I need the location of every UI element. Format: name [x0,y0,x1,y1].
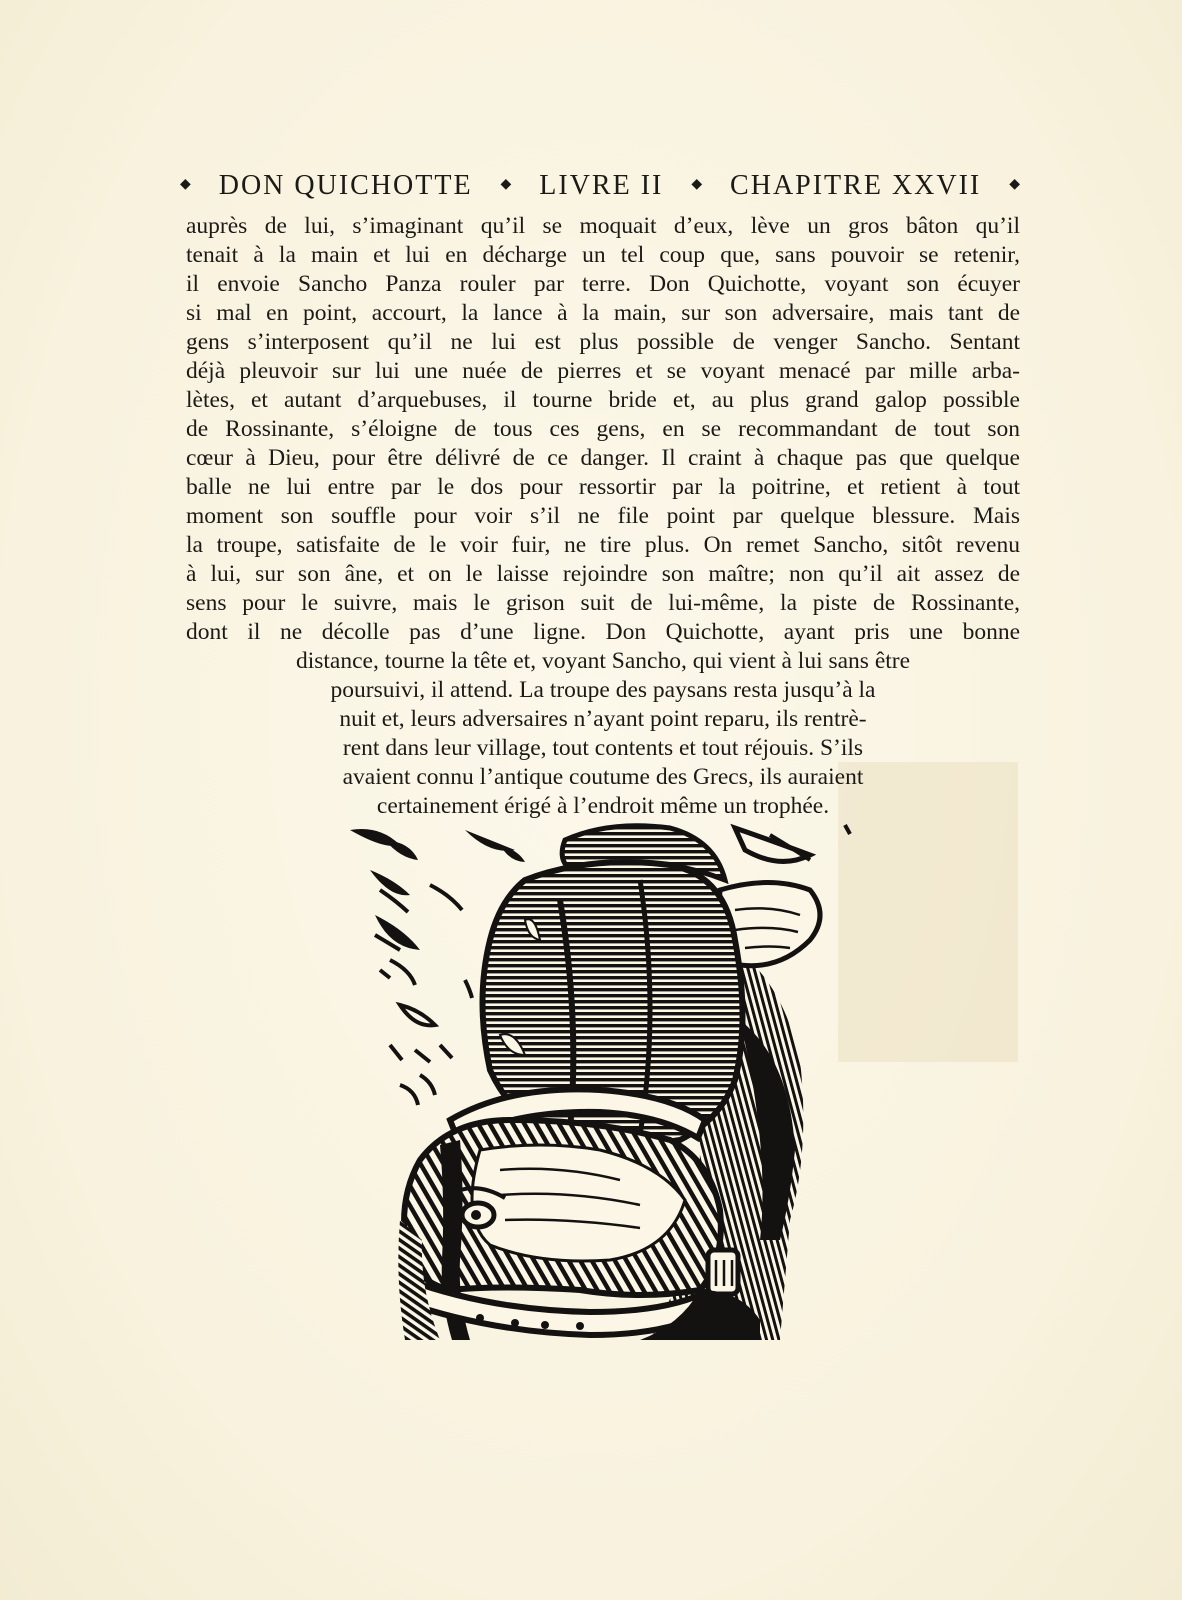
text-line: à lui, sur son âne, et on le laisse rejoindre son maître; non qu’il ait assez de [186,561,1020,587]
tapered-text-line: avaient connu l’antique coutume des Grecs, ils auraient [342,764,864,790]
running-head [180,170,1020,202]
tapered-text-line: poursuivi, il attend. La troupe des paysans resta jusqu’à la [330,677,876,703]
text-line: il envoie Sancho Panza rouler par terre. Don Quichotte, voyant son écuyer [186,271,1020,297]
separator-ornament: ◆ [1009,176,1020,192]
text-line: auprès de lui, s’imaginant qu’il se moquait d’eux, lève un gros bâton qu’il [186,213,1020,239]
tapered-text-line: distance, tourne la tête et, voyant Sancho, qui vient à lui sans être [295,648,911,674]
text-line: de Rossinante, s’éloigne de tous ces gens, en se recommandant de tout son [186,416,1020,442]
tapered-text-line: certainement érigé à l’endroit même un trophée. [376,793,830,819]
separator-ornament: ◆ [500,176,512,192]
text-line: tenait à la main et lui en décharge un tel coup que, sans pouvoir se retenir, [186,242,1020,268]
separator-ornament: ◆ [691,176,703,192]
text-line: moment son souffle pour voir s’il ne file point par quelque blessure. Mais [186,503,1020,529]
text-line: balle ne lui entre par le dos pour ressortir par la poitrine, et retient à tout [186,474,1020,500]
text-line: si mal en point, accourt, la lance à la main, sur son adversaire, mais tant de [186,300,1020,326]
text-line: la troupe, satisfaite de le voir fuir, ne tire plus. On remet Sancho, sitôt revenu [186,532,1020,558]
tapered-text-line: rent dans leur village, tout contents et tout réjouis. S’ils [342,735,864,761]
separator-ornament: ◆ [180,176,191,192]
text-line: gens s’interposent qu’il ne lui est plus possible de venger Sancho. Sentant [186,329,1020,355]
text-line: dont il ne décolle pas d’une ligne. Don Quichotte, ayant pris une bonne [186,619,1020,645]
body-text [186,212,1020,821]
tapered-text-line: nuit et, leurs adversaires n’ayant point reparu, ils rentrè- [339,706,867,732]
text-line: déjà pleuvoir sur lui une nuée de pierres et se voyant menacé par mille arba- [186,358,1020,384]
text-line: lètes, et autant d’arquebuses, il tourne bride et, au plus grand galop possible [186,387,1020,413]
woodcut-illustration [340,820,860,1350]
text-line: cœur à Dieu, pour être délivré de ce danger. Il craint à chaque pas que quelque [186,445,1020,471]
running-head-title: DON QUICHOTTE [218,170,473,201]
running-head-chapter: CHAPITRE XXVII [730,170,982,201]
text-line: sens pour le suivre, mais le grison suit de lui-même, la piste de Rossinante, [186,590,1020,616]
running-head-book: LIVRE II [539,170,664,201]
